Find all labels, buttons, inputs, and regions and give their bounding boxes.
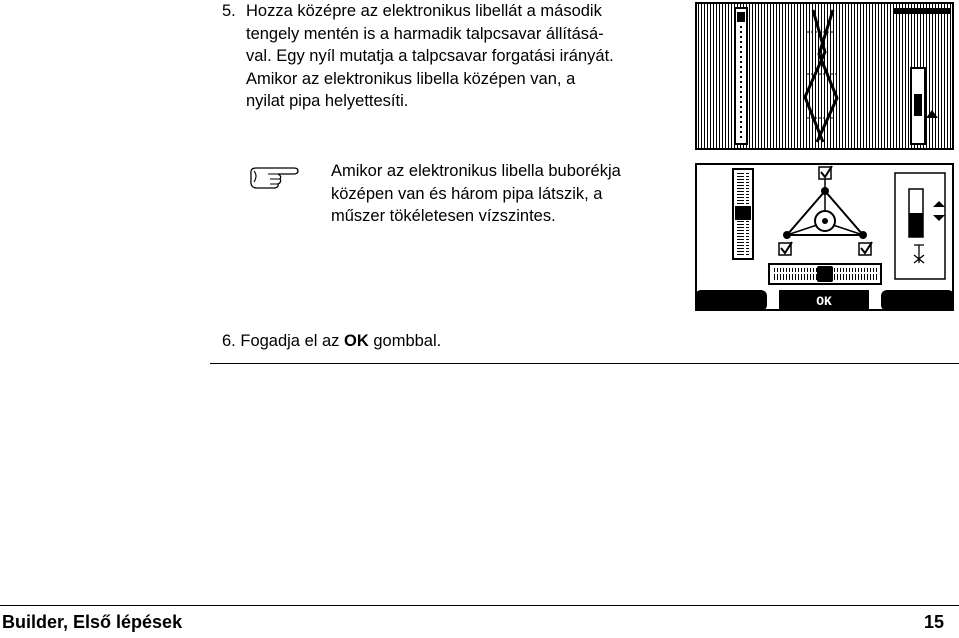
section-divider: [210, 363, 959, 364]
footer-title: Builder, Első lépések: [2, 612, 183, 632]
softkey-blank-left[interactable]: [695, 290, 767, 311]
footer-divider: [0, 605, 959, 606]
note-line: Amikor az elektronikus libella buborékja: [331, 162, 621, 180]
step-6-text-end: gombbal.: [368, 332, 442, 350]
vertical-vial: [733, 169, 753, 259]
check-top: [819, 166, 832, 179]
step-5-line: Amikor az elektronikus libella középen van, a: [246, 69, 576, 88]
horizontal-vial: [769, 264, 881, 284]
step-5-line: nyilat pipa helyettesíti.: [246, 92, 409, 110]
step-6: [222, 330, 441, 353]
tilt-panel: [895, 173, 945, 279]
softkey-blank-right[interactable]: [881, 290, 954, 311]
step-5-text: [246, 0, 692, 113]
pointing-hand-icon: [248, 164, 300, 190]
note-line: középen van és három pipa látszik, a: [331, 184, 603, 203]
ok-keyword: OK: [344, 332, 369, 350]
step-5: [222, 0, 692, 113]
step-5-line: tengely mentén is a harmadik talpcsavar állításá-: [246, 24, 604, 43]
page-number: 15: [923, 612, 944, 632]
note-line: műszer tökéletesen vízszintes.: [331, 207, 556, 225]
note-text: [331, 160, 681, 228]
check-right: [859, 242, 872, 255]
level-screen-adjusting: [695, 2, 954, 150]
step-5-line: val. Egy nyíl mutatja a talpcsavar forgatási irányát.: [246, 47, 614, 65]
step-number: 6.: [222, 332, 236, 350]
step-5-line: Hozza középre az elektronikus libellát a második: [246, 2, 602, 20]
step-number: 5.: [222, 2, 236, 20]
check-left: [779, 242, 792, 255]
step-6-text: Fogadja el az: [240, 332, 345, 350]
level-screen-leveled: [695, 163, 954, 311]
ok-softkey-label: OK: [816, 294, 832, 309]
